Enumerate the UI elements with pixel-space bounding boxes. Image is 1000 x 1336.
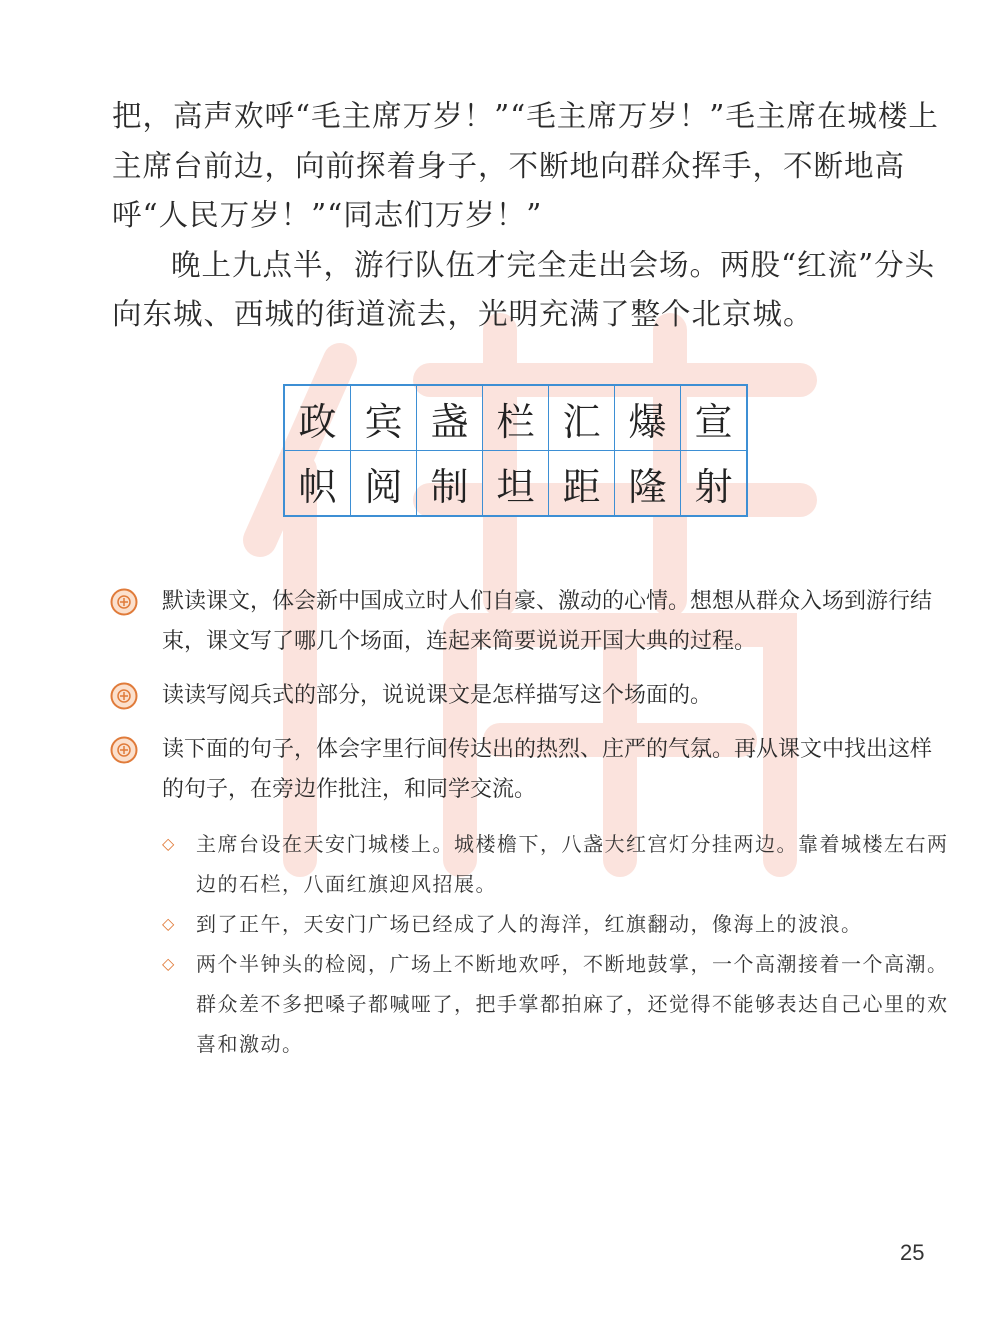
char-cell: 距	[549, 451, 615, 517]
sentence-text: 到了正午，天安门广场已经成了人的海洋，红旗翻动，像海上的波浪。	[196, 912, 863, 936]
example-sentence	[110, 824, 950, 904]
char-cell: 制	[417, 451, 483, 517]
lesson-passage	[112, 92, 942, 340]
exercise-item-3	[110, 730, 950, 810]
sentence-text: 主席台设在天安门城楼上。城楼檐下，八盏大红宫灯分挂两边。靠着城楼左右两边的石栏，八面红旗迎风招展。	[196, 832, 949, 896]
exercise-badge-icon	[110, 682, 138, 710]
char-cell: 帜	[284, 451, 351, 517]
example-sentence	[110, 944, 950, 1064]
diamond-bullet-icon: ◇	[162, 834, 176, 853]
example-sentence	[110, 904, 950, 944]
char-cell: 爆	[615, 385, 681, 451]
page-number: 25	[900, 1240, 925, 1265]
sentence-text: 两个半钟头的检阅，广场上不断地欢呼，不断地鼓掌，一个高潮接着一个高潮。群众差不多把嗓子都喊哑了，把手掌都拍麻了，还觉得不能够表达自己心里的欢喜和激动。	[196, 952, 949, 1056]
passage-paragraph-1: 把，高声欢呼“毛主席万岁！”“毛主席万岁！”毛主席在城楼上主席台前边，向前探着身子，不断地向群众挥手，不断地高呼“人民万岁！”“同志们万岁！”	[112, 99, 939, 232]
char-row-2	[284, 451, 747, 517]
char-cell: 宾	[351, 385, 417, 451]
exercise-item-2	[110, 676, 950, 716]
diamond-bullet-icon: ◇	[162, 914, 176, 933]
char-cell: 栏	[483, 385, 549, 451]
exercise-text: 读读写阅兵式的部分，说说课文是怎样描写这个场面的。	[162, 683, 713, 708]
char-cell: 隆	[615, 451, 681, 517]
char-cell: 政	[284, 385, 351, 451]
char-cell: 射	[681, 451, 748, 517]
passage-paragraph-2: 晚上九点半，游行队伍才完全走出会场。两股“红流”分头向东城、西城的街道流去，光明充满了整个北京城。	[112, 247, 936, 331]
diamond-bullet-icon: ◇	[162, 954, 176, 973]
char-cell: 汇	[549, 385, 615, 451]
exercise-text: 读下面的句子，体会字里行间传达出的热烈、庄严的气氛。再从课文中找出这样的句子，在旁边作批注，和同学交流。	[162, 737, 933, 802]
char-cell: 阅	[351, 451, 417, 517]
exercise-section	[110, 582, 950, 1064]
char-cell: 坦	[483, 451, 549, 517]
exercise-badge-icon	[110, 736, 138, 764]
exercise-text: 默读课文，体会新中国成立时人们自豪、激动的心情。想想从群众入场到游行结束，课文写了哪几个场面，连起来简要说说开国大典的过程。	[162, 589, 933, 654]
char-cell: 盏	[417, 385, 483, 451]
exercise-item-1	[110, 582, 950, 662]
new-characters-grid	[283, 384, 748, 517]
char-row-1	[284, 385, 747, 451]
char-cell: 宣	[681, 385, 748, 451]
exercise-badge-icon	[110, 588, 138, 616]
example-sentences	[110, 824, 950, 1064]
